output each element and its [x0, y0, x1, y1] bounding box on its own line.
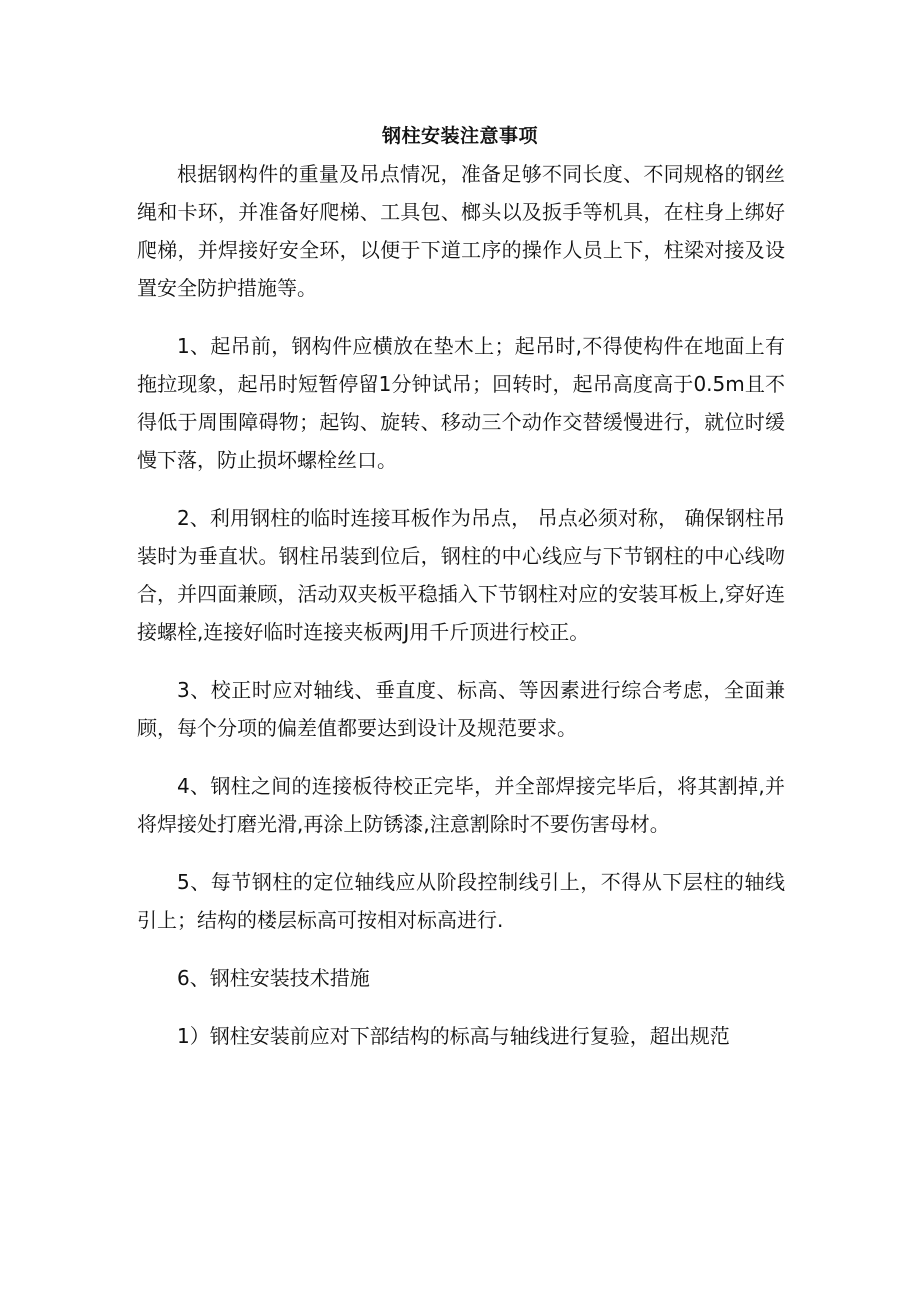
- paragraph-item-3: 3、校正时应对轴线、垂直度、标高、等因素进行综合考虑，全面兼顾，每个分项的偏差值都要达到设计及规范要求。: [137, 678, 785, 740]
- paragraph-intro: 根据钢构件的重量及吊点情况，准备足够不同长度、不同规格的钢丝绳和卡环，并准备好爬梯、工具包、榔头以及扳手等机具，在柱身上绑好爬梯，并焊接好安全环，以便于下道工序的操作人员上下，柱梁对接及设置安全防护措施等。: [137, 162, 785, 300]
- paragraph-item-4: 4、钢柱之间的连接板待校正完毕，并全部焊接完毕后，将其割掉,并将焊接处打磨光滑,再涂上防锈漆,注意割除时不要伤害母材。: [137, 774, 785, 836]
- paragraph-item-2: 2、利用钢柱的临时连接耳板作为吊点， 吊点必须对称， 确保钢柱吊装时为垂直状。钢柱吊装到位后，钢柱的中心线应与下节钢柱的中心线吻合，并四面兼顾，活动双夹板平稳插入下节钢柱对应的安装耳板上,穿好连接螺栓,连接好临时连接夹板两J用千斤顶进行校正。: [137, 506, 785, 644]
- document-title: 钢柱安装注意事项: [381, 125, 538, 147]
- paragraph-item-5: 5、每节钢柱的定位轴线应从阶段控制线引上，不得从下层柱的轴线引上；结构的楼层标高可按相对标高进行.: [137, 870, 785, 932]
- paragraph-subitem-1: 1）钢柱安装前应对下部结构的标高与轴线进行复验，超出规范: [177, 1024, 730, 1048]
- paragraph-item-6: 6、钢柱安装技术措施: [177, 966, 370, 990]
- document-body: [137, 155, 785, 1075]
- paragraph-item-1: 1、起吊前，钢构件应横放在垫木上；起吊时,不得使构件在地面上有拖拉现象，起吊时短暂停留1分钟试吊；回转时，起吊高度高于0.5m且不得低于周围障碍物；起钩、旋转、移动三个动作交替缓慢进行，就位时缓慢下落，防止损坏螺栓丝口。: [137, 334, 785, 472]
